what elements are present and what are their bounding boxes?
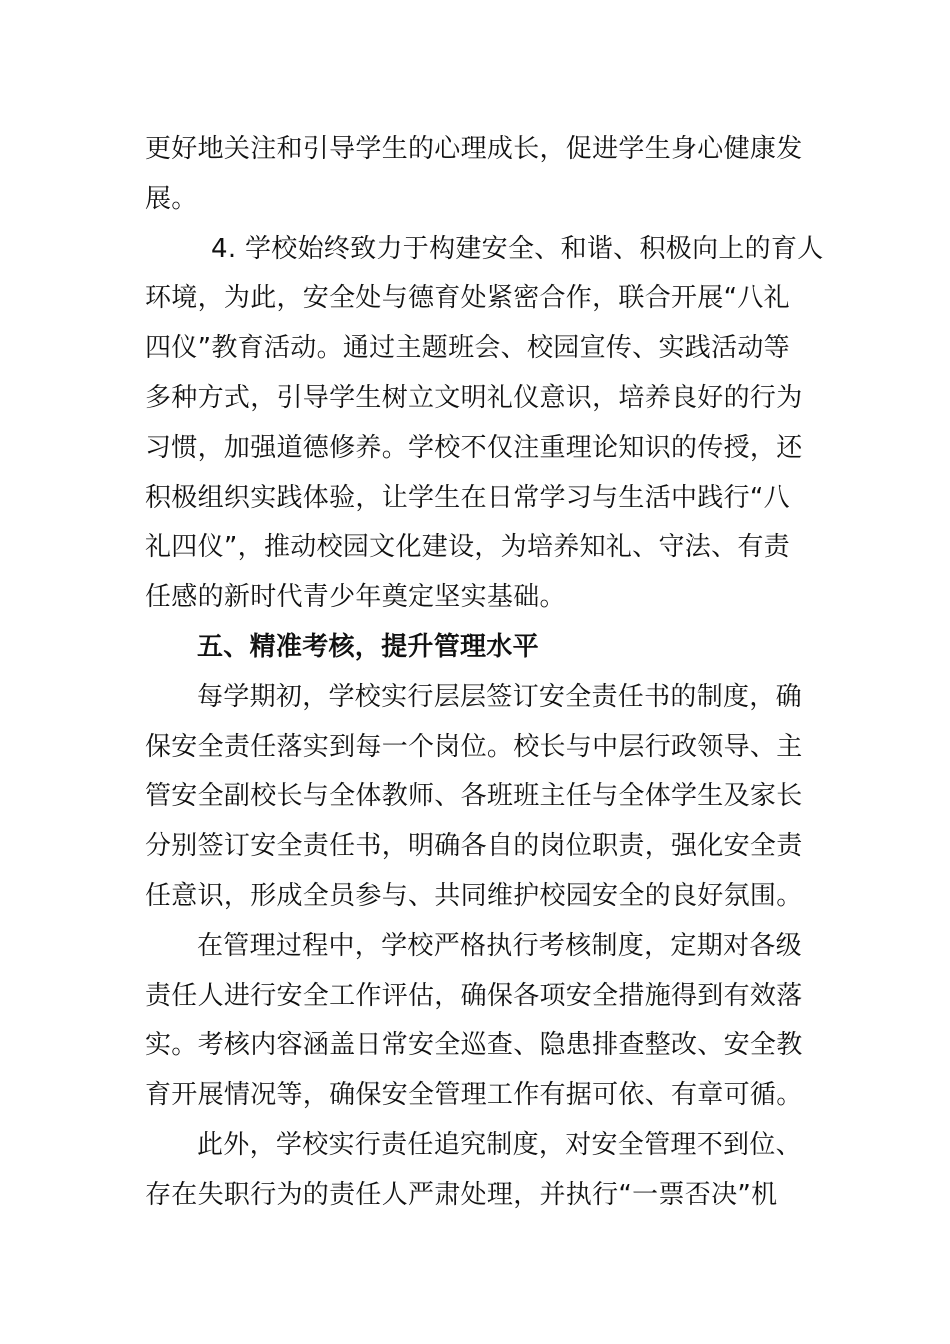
text-line: 环境，为此，安全处与德育处紧密合作，联合开展“八礼 xyxy=(145,283,790,314)
section-heading: 五、精准考核，提升管理水平 xyxy=(197,631,539,662)
document-body xyxy=(145,125,824,1221)
text-line: 展。 xyxy=(145,183,198,214)
text-line: 在管理过程中，学校严格执行考核制度，定期对各级 xyxy=(197,930,802,961)
text-line: 责任人进行安全工作评估，确保各项安全措施得到有效落 xyxy=(145,980,803,1011)
text-line: 4. 学校始终致力于构建安全、和谐、积极向上的育人 xyxy=(211,233,824,264)
text-line: 积极组织实践体验，让学生在日常学习与生活中践行“八 xyxy=(145,482,790,513)
text-line: 实。考核内容涵盖日常安全巡查、隐患排查整改、安全教 xyxy=(145,1030,803,1061)
text-line: 保安全责任落实到每一个岗位。校长与中层行政领导、主 xyxy=(145,731,803,762)
text-line: 分别签订安全责任书，明确各自的岗位职责，强化安全责 xyxy=(145,831,803,862)
text-line: 存在失职行为的责任人严肃处理，并执行“一票否决”机 xyxy=(145,1179,778,1210)
text-line: 管安全副校长与全体教师、各班班主任与全体学生及家长 xyxy=(145,781,803,812)
text-line: 多种方式，引导学生树立文明礼仪意识，培养良好的行为 xyxy=(145,382,803,413)
text-line: 每学期初，学校实行层层签订安全责任书的制度，确 xyxy=(197,681,802,712)
text-line: 习惯，加强道德修养。学校不仅注重理论知识的传授，还 xyxy=(145,432,803,463)
text-line: 四仪”教育活动。通过主题班会、校园宣传、实践活动等 xyxy=(145,333,790,364)
text-line: 此外，学校实行责任追究制度，对安全管理不到位、 xyxy=(197,1129,802,1160)
text-line: 育开展情况等，确保安全管理工作有据可依、有章可循。 xyxy=(145,1080,803,1111)
text-line: 礼四仪”，推动校园文化建设，为培养知礼、守法、有责 xyxy=(145,532,790,563)
text-line: 任感的新时代青少年奠定坚实基础。 xyxy=(145,582,566,613)
text-line: 更好地关注和引导学生的心理成长，促进学生身心健康发 xyxy=(145,134,803,164)
text-line: 任意识，形成全员参与、共同维护校园安全的良好氛围。 xyxy=(145,880,803,911)
